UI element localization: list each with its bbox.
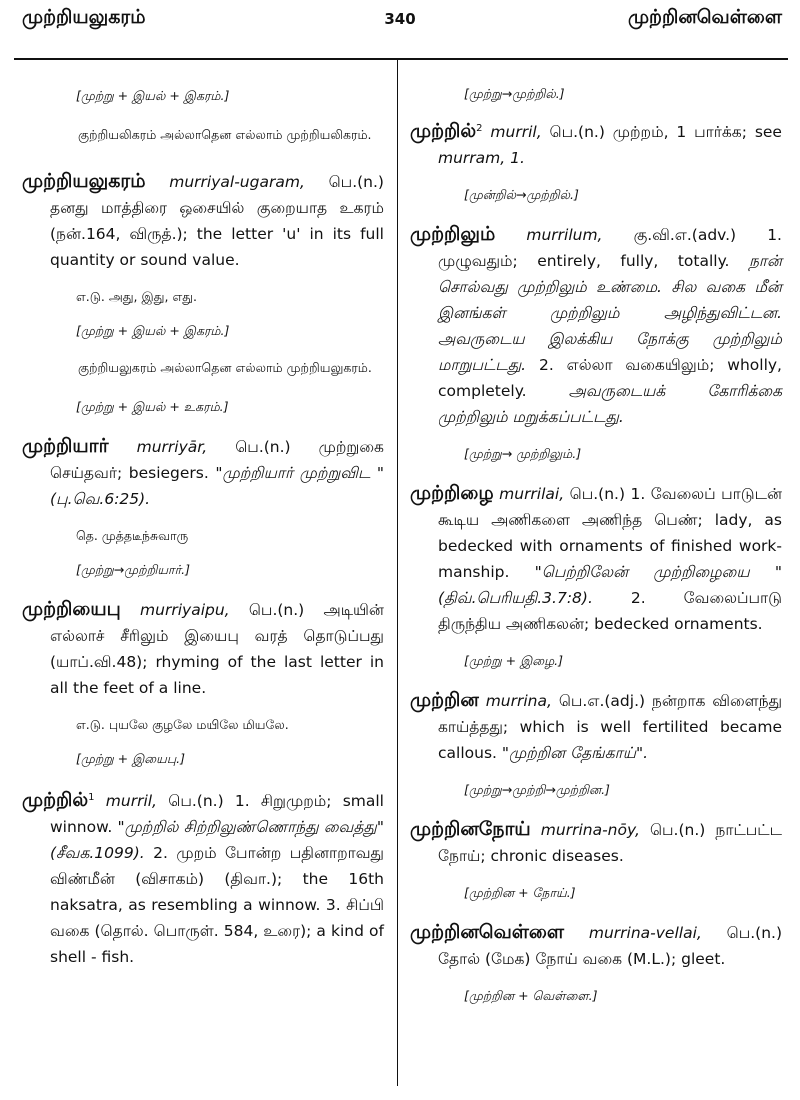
entry-murrina bbox=[410, 687, 782, 766]
header-right-guideword: முற்றினவெள்ளை bbox=[627, 6, 782, 28]
etymology: [முற்று + இயைபு.] bbox=[76, 751, 185, 766]
right-column bbox=[410, 62, 782, 1006]
definition: பெ.(n.) தனது மாத்திரை ஒசையில் குறையாத உகரம் (நன்.164, விருத்.); the letter 'u' in its full quantity or sound value. bbox=[50, 173, 384, 269]
etymology: [முற்று→முற்றி→முற்றின.] bbox=[464, 782, 610, 798]
usage-example: அவருடையக் கோரிக்கை முற்றிலும் மறுக்கப்பட்டது. bbox=[438, 382, 782, 427]
cross-reference: murram, 1. bbox=[438, 149, 525, 168]
transliteration: murrilai, bbox=[499, 485, 565, 504]
transliteration: murriyaipu, bbox=[140, 601, 230, 619]
headword: முற்றியலுகரம் bbox=[22, 170, 146, 192]
etymology: [முற்று + இயல் + உகரம்.] bbox=[76, 399, 229, 414]
homonym-number: 1 bbox=[88, 792, 95, 803]
definition: பெ.எ.(adj.) நன்றாக விளைந்து காய்த்தது; which is well fertilited became callous. bbox=[438, 692, 783, 763]
definition: பெ.(n.) தோல் (மேக) நோய் வகை (M.L.); gleet. bbox=[438, 924, 782, 969]
quotation: "முற்றில் சிற்றிலுண்ணொந்து வைத்து" (சீவக.1099). bbox=[50, 818, 384, 863]
definition: பெ.(n.) முற்றுகை செய்தவர்; besiegers. bbox=[50, 438, 384, 482]
etymology: [முற்று + இயல் + இகரம்.] bbox=[76, 88, 230, 103]
etymology: [முற்றின + நோய்.] bbox=[464, 885, 576, 901]
transliteration: murrina, bbox=[485, 692, 552, 711]
usage-example: நான் சொல்வது முற்றிலும் உண்மை. சில வகை மீன் இனங்கள் முற்றிலும் அழிந்துவிட்டன. அவருடைய இலக்கிய நோக்கு முற்றிலும் மாறுபட்டது. bbox=[438, 252, 783, 375]
transliteration: murriyār, bbox=[136, 438, 208, 456]
column-divider bbox=[397, 58, 398, 1086]
note: குற்றியலிகரம் அல்லாதென எல்லாம் முற்றியலிகரம். bbox=[78, 127, 372, 142]
definition: பெ.(n.) முற்றம், 1 பார்க்க; see bbox=[549, 123, 782, 142]
quotation: "முற்றின தேங்காய்". bbox=[501, 744, 649, 763]
note: குற்றியலுகரம் அல்லாதென எல்லாம் முற்றியலுகரம். bbox=[78, 360, 372, 375]
transliteration: murrina-vellai, bbox=[588, 924, 702, 943]
left-column bbox=[22, 62, 384, 970]
headword: முற்றிலும் bbox=[410, 223, 496, 246]
transliteration: murrilum, bbox=[526, 226, 603, 245]
entry-murriyalugaram bbox=[22, 168, 384, 273]
definition: கு.வி.எ.(adv.) 1. முழுவதும்; entirely, fully, totally. bbox=[438, 226, 782, 271]
etymology: [முற்று→முற்றில்.] bbox=[464, 86, 565, 101]
etymology: [முற்று→ முற்றிலும்.] bbox=[464, 446, 582, 462]
transliteration: murril, bbox=[105, 792, 157, 811]
header-left-guideword: முற்றியலுகரம் bbox=[22, 6, 146, 28]
headword: முற்றியைபு bbox=[22, 598, 121, 620]
headword: முற்றினவெள்ளை bbox=[410, 921, 565, 944]
etymology: [முன்றில்→முற்றில்.] bbox=[464, 187, 579, 203]
definition: பெ.(n.) நாட்பட்ட நோய்; chronic diseases. bbox=[438, 821, 782, 866]
entry-murril-1 bbox=[22, 785, 384, 970]
entry-murrina-noy bbox=[410, 816, 782, 869]
headword: முற்றில் bbox=[410, 120, 477, 143]
headword: முற்றில் bbox=[22, 789, 89, 812]
definition: பெ.(n.) 1. வேலைப் பாடுடன் கூடிய அணிகளை அணிந்த பெண்; lady, as bedecked with ornaments of finished work-manship. bbox=[438, 485, 782, 582]
etymology: [முற்று + இழை.] bbox=[464, 653, 564, 669]
page-number: 340 bbox=[384, 10, 416, 28]
etymology: [முற்று→முற்றியார்.] bbox=[76, 562, 190, 577]
entry-murriyaipu bbox=[22, 596, 384, 701]
headword: முற்றியார் bbox=[22, 435, 109, 457]
header-rule bbox=[14, 58, 788, 60]
definition-2: 2. வேலைப்பாடு திருந்திய அணிகலன்; bedecked ornaments. bbox=[438, 589, 782, 634]
headword: முற்றிழை bbox=[410, 482, 494, 505]
homonym-number: 2 bbox=[476, 123, 483, 134]
entry-murrilum bbox=[410, 221, 782, 430]
headword: முற்றின bbox=[410, 689, 479, 712]
quotation: "முற்றியார் முற்றுவிட " (பு.வெ.6:25). bbox=[50, 464, 384, 508]
etymology: [முற்றின + வெள்ளை.] bbox=[464, 988, 598, 1004]
definition-2: 2. எல்லா வகையிலும்; wholly, completely. bbox=[438, 356, 782, 401]
quotation: "பெற்றிலேன் முற்றிழையை " (திவ்.பெரியதி.3.7:8). bbox=[438, 563, 782, 608]
definition-2: 2. முறம் போன்ற பதினாறாவது விண்மீன் (விசாகம்) (திவா.); the 16th naksatra, as resembling a winnow. 3. சிப்பி வகை (தொல். பொருள். 584, உரை); a kind of shell - fish. bbox=[50, 844, 384, 967]
entry-murrina-vellai bbox=[410, 919, 782, 972]
etymology: [முற்று + இயல் + இகரம்.] bbox=[76, 323, 230, 338]
transliteration: murrina-nōy, bbox=[540, 821, 640, 840]
definition: பெ.(n.) அடியின் எல்லாச் சீரிலும் இயைபு வரத் தொடுப்பது (யாப்.வி.48); rhyming of the last letter in all the feet of a line. bbox=[50, 601, 384, 697]
entry-murrilai bbox=[410, 480, 782, 637]
transliteration: murril, bbox=[490, 123, 542, 142]
headword: முற்றினநோய் bbox=[410, 818, 531, 841]
example: எ.டு. அது, இது, எது. bbox=[76, 289, 198, 304]
definition: பெ.(n.) 1. சிறுமுறம்; small winnow. bbox=[50, 792, 384, 837]
cognate: தெ. முத்தடீந்சுவாரு bbox=[76, 528, 189, 543]
example: எ.டு. புயலே குழலே மயிலே மியலே. bbox=[76, 717, 289, 732]
transliteration: murriyal-ugaram, bbox=[169, 173, 305, 191]
entry-murril-2 bbox=[410, 116, 782, 171]
entry-murriyar bbox=[22, 433, 384, 512]
